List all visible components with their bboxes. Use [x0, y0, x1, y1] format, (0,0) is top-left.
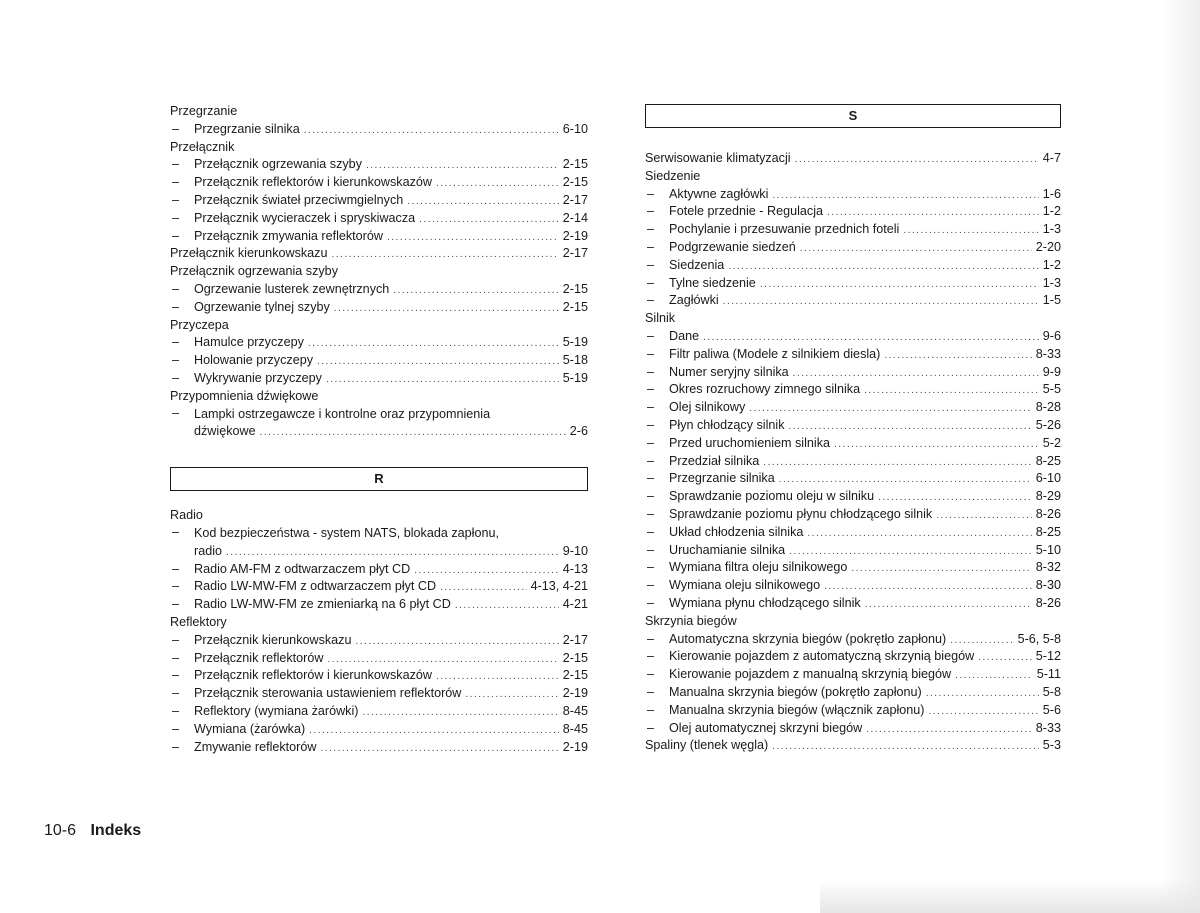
entry-page: 9-9: [1042, 364, 1061, 379]
entry-label: Przedział silnika: [669, 453, 760, 468]
entry-page: 1-6: [1042, 186, 1061, 201]
leader-dots: [978, 649, 1032, 667]
entry-dash: –: [647, 471, 655, 486]
entry-label: Radio LW-MW-FM ze zmieniarką na 6 płyt CD: [194, 597, 451, 612]
leader-dots: [878, 489, 1032, 507]
entry-label: Aktywne zagłówki: [669, 186, 769, 201]
entry-label: Spaliny (tlenek węgla): [645, 738, 769, 753]
entry-label: Płyn chłodzący silnik: [669, 417, 785, 432]
index-heading-entry: [645, 150, 1061, 168]
index-entry: [645, 453, 1061, 471]
entry-page: 6-10: [562, 121, 588, 136]
leader-dots: [779, 471, 1032, 489]
entry-dash: –: [647, 649, 655, 664]
leader-dots: [419, 211, 559, 229]
leader-dots: [304, 122, 559, 140]
entry-label: Numer seryjny silnika: [669, 364, 789, 379]
index-entry: [645, 239, 1061, 257]
entry-label: Reflektory (wymiana żarówki): [194, 703, 359, 718]
entry-label: Olej automatycznej skrzyni biegów: [669, 720, 863, 735]
entry-page: 8-28: [1035, 400, 1061, 415]
index-entry: [170, 596, 588, 614]
leader-dots: [440, 579, 526, 597]
entry-page: 5-18: [562, 353, 588, 368]
index-entry: [170, 228, 588, 246]
entry-dash: –: [647, 328, 655, 343]
index-entry: [170, 703, 588, 721]
index-entry: [645, 346, 1061, 364]
entry-dash: –: [647, 400, 655, 415]
entry-label: Radio AM-FM z odtwarzaczem płyt CD: [194, 561, 411, 576]
index-entry: [170, 667, 588, 685]
entry-page: 1-2: [1042, 257, 1061, 272]
entry-page: 8-45: [562, 703, 588, 718]
entry-page: 5-12: [1035, 649, 1061, 664]
entry-page: 8-33: [1035, 346, 1061, 361]
leader-dots: [866, 721, 1032, 739]
index-entry: [645, 648, 1061, 666]
entry-dash: –: [172, 524, 180, 539]
entry-dash: –: [647, 364, 655, 379]
index-heading: Przełącznik ogrzewania szyby: [170, 264, 338, 279]
index-heading: Silnik: [645, 311, 676, 326]
entry-dash: –: [647, 489, 655, 504]
index-entry: [170, 370, 588, 388]
index-heading-entry: [645, 737, 1061, 755]
leader-dots: [851, 560, 1031, 578]
footer-section-title: Indeks: [90, 822, 142, 839]
entry-page: 2-15: [562, 175, 588, 190]
index-entry: [645, 364, 1061, 382]
entry-page: 5-5: [1042, 382, 1061, 397]
leader-dots: [760, 276, 1039, 294]
leader-dots: [772, 738, 1039, 756]
index-entry-multiline: [170, 406, 588, 442]
section-letter-s: S: [645, 104, 1061, 128]
index-heading: Skrzynia biegów: [645, 613, 737, 628]
entry-dash: –: [647, 186, 655, 201]
leader-dots: [749, 400, 1031, 418]
entry-dash: –: [172, 650, 180, 665]
leader-dots: [455, 597, 559, 615]
index-heading: Przegrzanie: [170, 104, 238, 118]
leader-dots: [723, 293, 1039, 311]
entry-label-line1: Lampki ostrzegawcze i kontrolne oraz przypomnienia: [194, 406, 491, 421]
index-entry: [645, 559, 1061, 577]
entry-page: 2-17: [562, 246, 588, 261]
leader-dots: [393, 282, 558, 300]
leader-dots: [260, 424, 566, 442]
index-entry-multiline: [170, 525, 588, 561]
entry-page: 2-6: [569, 424, 588, 439]
index-entry: [645, 203, 1061, 221]
entry-dash: –: [647, 417, 655, 432]
entry-page: 2-19: [562, 686, 588, 701]
entry-page: 4-13: [562, 561, 588, 576]
entry-page: 4-13, 4-21: [530, 579, 588, 594]
entry-dash: –: [172, 632, 180, 647]
entry-page: 2-19: [562, 739, 588, 754]
entry-dash: –: [647, 631, 655, 646]
entry-dash: –: [172, 739, 180, 754]
entry-dash: –: [172, 353, 180, 368]
entry-page: 8-45: [562, 721, 588, 736]
entry-label: Przełącznik reflektorów i kierunkowskazów: [194, 175, 432, 190]
entry-page: 5-6: [1042, 702, 1061, 717]
entry-page: 5-6, 5-8: [1017, 631, 1061, 646]
leader-dots: [465, 686, 558, 704]
leader-dots: [355, 633, 558, 651]
entry-label: Kierowanie pojazdem z automatyczną skrzynią biegów: [669, 649, 975, 664]
entry-page: 5-8: [1042, 684, 1061, 699]
index-entry: [170, 210, 588, 228]
entry-dash: –: [172, 561, 180, 576]
entry-label: Holowanie przyczepy: [194, 353, 313, 368]
entry-dash: –: [172, 210, 180, 225]
entry-page: 8-26: [1035, 595, 1061, 610]
index-entry: [645, 435, 1061, 453]
index-entry: [645, 720, 1061, 738]
index-entry: [170, 721, 588, 739]
leader-dots: [728, 258, 1038, 276]
leader-dots: [334, 300, 559, 318]
entry-page: 2-20: [1035, 239, 1061, 254]
entry-dash: –: [172, 121, 180, 136]
leader-dots: [308, 335, 559, 353]
entry-label: Przełącznik kierunkowskazu: [194, 632, 352, 647]
entry-label: Przełącznik świateł przeciwmgielnych: [194, 192, 404, 207]
entry-label: Sprawdzanie poziomu oleju w silniku: [669, 489, 875, 504]
leader-dots: [362, 704, 558, 722]
entry-page: 2-15: [562, 157, 588, 172]
index-entry: [170, 352, 588, 370]
entry-dash: –: [647, 453, 655, 468]
footer-page-number: 10-6: [44, 822, 77, 839]
leader-dots: [936, 507, 1032, 525]
page-edge-shadow: [1160, 0, 1200, 913]
entry-page: 6-10: [1035, 471, 1061, 486]
index-entry: [170, 334, 588, 352]
entry-label: Olej silnikowy: [669, 400, 746, 415]
entry-label: Uruchamianie silnika: [669, 542, 786, 557]
leader-dots: [929, 703, 1039, 721]
index-entry: [645, 221, 1061, 239]
entry-page: 1-3: [1042, 275, 1061, 290]
leader-dots: [331, 246, 558, 264]
entry-dash: –: [647, 293, 655, 308]
leader-dots: [789, 418, 1032, 436]
leader-dots: [436, 175, 559, 193]
entry-label: Podgrzewanie siedzeń: [669, 239, 796, 254]
leader-dots: [387, 229, 559, 247]
index-heading: Reflektory: [170, 614, 227, 629]
entry-label: Wymiana filtra oleju silnikowego: [669, 560, 848, 575]
leader-dots: [807, 525, 1031, 543]
entry-dash: –: [172, 335, 180, 350]
leader-dots: [317, 353, 559, 371]
entry-dash: –: [172, 721, 180, 736]
index-entry: [170, 121, 588, 139]
entry-page: 5-3: [1042, 738, 1061, 753]
entry-page: 8-32: [1035, 560, 1061, 575]
leader-dots: [824, 578, 1032, 596]
entry-dash: –: [647, 239, 655, 254]
entry-page: 4-21: [562, 597, 588, 612]
entry-label: Przełącznik wycieraczek i spryskiwacza: [194, 210, 416, 225]
entry-page: 2-17: [562, 192, 588, 207]
entry-label-line2: [194, 423, 588, 441]
leader-dots: [800, 240, 1032, 258]
leader-dots: [414, 562, 559, 580]
entry-page: 2-15: [562, 299, 588, 314]
leader-dots: [326, 371, 559, 389]
index-entry: [645, 577, 1061, 595]
leader-dots: [884, 347, 1031, 365]
entry-label: Siedzenia: [669, 257, 725, 272]
entry-label: Dane: [669, 328, 700, 343]
entry-page: 2-15: [562, 650, 588, 665]
entry-page: 8-26: [1035, 506, 1061, 521]
index-entry: [170, 650, 588, 668]
index-column-left: [170, 103, 588, 756]
index-entry: [645, 381, 1061, 399]
entry-label: Hamulce przyczepy: [194, 335, 304, 350]
index-entry: [170, 561, 588, 579]
index-entry: [645, 524, 1061, 542]
entry-label: Zmywanie reflektorów: [194, 739, 317, 754]
entry-dash: –: [172, 597, 180, 612]
index-entry: [170, 578, 588, 596]
index-entry: [645, 470, 1061, 488]
entry-label: Automatyczna skrzynia biegów (pokrętło zapłonu): [669, 631, 947, 646]
index-heading: Przełącznik: [170, 139, 235, 154]
leader-dots: [226, 544, 559, 562]
leader-dots: [703, 329, 1039, 347]
entry-page: 9-10: [562, 543, 588, 558]
leader-dots: [795, 151, 1039, 169]
index-entry: [170, 174, 588, 192]
entry-label: Radio LW-MW-FM z odtwarzaczem płyt CD: [194, 579, 437, 594]
entry-dash: –: [647, 542, 655, 557]
index-column-right: [645, 104, 1061, 755]
index-heading: Siedzenie: [645, 168, 701, 183]
index-entry: [170, 632, 588, 650]
entry-label: Okres rozruchowy zimnego silnika: [669, 382, 861, 397]
index-entry: [170, 281, 588, 299]
entry-dash: –: [647, 204, 655, 219]
entry-dash: –: [647, 382, 655, 397]
entry-dash: –: [647, 684, 655, 699]
index-entry: [170, 739, 588, 757]
leader-dots: [366, 157, 559, 175]
entry-label: Tylne siedzenie: [669, 275, 756, 290]
index-entry: [645, 275, 1061, 293]
entry-dash: –: [172, 668, 180, 683]
entry-page: 8-33: [1035, 720, 1061, 735]
entry-dash: –: [172, 579, 180, 594]
entry-label: Fotele przednie - Regulacja: [669, 204, 824, 219]
entry-label: Przełącznik reflektorów i kierunkowskazów: [194, 668, 432, 683]
entry-label: Przełącznik reflektorów: [194, 650, 324, 665]
index-heading: Radio: [170, 508, 203, 523]
entry-page: 8-29: [1035, 489, 1061, 504]
entry-dash: –: [172, 175, 180, 190]
leader-dots: [309, 722, 559, 740]
entry-dash: –: [647, 578, 655, 593]
entry-label: Serwisowanie klimatyzacji: [645, 151, 791, 165]
entry-dash: –: [172, 281, 180, 296]
index-entry: [170, 685, 588, 703]
entry-label: Zagłówki: [669, 293, 719, 308]
index-entry: [645, 257, 1061, 275]
index-entry: [645, 666, 1061, 684]
entry-page: 2-14: [562, 210, 588, 225]
entry-label: Sprawdzanie poziomu płynu chłodzącego silnik: [669, 506, 933, 521]
entry-label: Ogrzewanie tylnej szyby: [194, 299, 330, 314]
entry-label: Wymiana (żarówka): [194, 721, 306, 736]
entry-dash: –: [172, 192, 180, 207]
index-entry: [645, 186, 1061, 204]
leader-dots: [436, 668, 559, 686]
leader-dots: [950, 632, 1013, 650]
entry-page: 5-2: [1042, 435, 1061, 450]
entry-label: Wykrywanie przyczepy: [194, 370, 322, 385]
leader-dots: [865, 596, 1032, 614]
entry-dash: –: [647, 222, 655, 237]
entry-page: 1-3: [1042, 222, 1061, 237]
leader-dots: [320, 740, 558, 758]
entry-page: 2-19: [562, 228, 588, 243]
entry-dash: –: [647, 346, 655, 361]
leader-dots: [789, 543, 1032, 561]
entry-label: Przełącznik kierunkowskazu: [170, 246, 328, 261]
index-entry: [645, 684, 1061, 702]
leader-dots: [407, 193, 559, 211]
section-letter-r: R: [170, 467, 588, 491]
entry-dash: –: [647, 595, 655, 610]
index-entry: [645, 631, 1061, 649]
entry-label: Przed uruchomieniem silnika: [669, 435, 830, 450]
entry-label: Pochylanie i przesuwanie przednich foteli: [669, 222, 900, 237]
entry-dash: –: [647, 702, 655, 717]
index-entry: [645, 328, 1061, 346]
index-entry: [645, 488, 1061, 506]
entry-label: Kierowanie pojazdem z manualną skrzynią biegów: [669, 667, 952, 682]
entry-label: Wymiana płynu chłodzącego silnik: [669, 595, 861, 610]
entry-page: 2-15: [562, 668, 588, 683]
entry-page: 5-19: [562, 335, 588, 350]
entry-label-line1: Kod bezpieczeństwa - system NATS, blokada zapłonu,: [194, 525, 499, 540]
leader-dots: [834, 436, 1039, 454]
entry-label: Manualna skrzynia biegów (włącznik zapłonu): [669, 702, 925, 717]
entry-label: Wymiana oleju silnikowego: [669, 578, 821, 593]
index-heading: Przyczepa: [170, 317, 229, 332]
index-heading: Przypomnienia dźwiękowe: [170, 388, 319, 403]
entry-label: Manualna skrzynia biegów (pokrętło zapłonu): [669, 684, 922, 699]
entry-page: 2-17: [562, 632, 588, 647]
entry-label: Przegrzanie silnika: [194, 121, 300, 136]
entry-label: Ogrzewanie lusterek zewnętrznych: [194, 281, 390, 296]
entry-dash: –: [647, 667, 655, 682]
entry-dash: –: [172, 228, 180, 243]
index-heading-entry: [170, 245, 588, 263]
entry-page: 1-2: [1042, 204, 1061, 219]
leader-dots: [864, 382, 1039, 400]
index-entry: [645, 292, 1061, 310]
entry-dash: –: [647, 506, 655, 521]
entry-label: Filtr paliwa (Modele z silnikiem diesla): [669, 346, 881, 361]
entry-dash: –: [172, 686, 180, 701]
entry-page: 8-30: [1035, 578, 1061, 593]
entry-label-line2: [194, 543, 588, 561]
leader-dots: [772, 187, 1038, 205]
entry-page: 5-10: [1035, 542, 1061, 557]
entry-page: 5-26: [1035, 417, 1061, 432]
page-bottom-shadow: [820, 879, 1200, 913]
index-entry: [170, 299, 588, 317]
leader-dots: [793, 365, 1039, 383]
index-entry: [645, 595, 1061, 613]
index-entry: [170, 192, 588, 210]
index-entry: [645, 702, 1061, 720]
entry-dash: –: [172, 157, 180, 172]
entry-page: 8-25: [1035, 524, 1061, 539]
entry-page: 4-7: [1042, 151, 1061, 165]
entry-dash: –: [647, 435, 655, 450]
leader-dots: [327, 651, 558, 669]
entry-dash: –: [647, 275, 655, 290]
entry-page: 8-25: [1035, 453, 1061, 468]
index-entry: [645, 542, 1061, 560]
leader-dots: [827, 204, 1039, 222]
index-entry: [645, 417, 1061, 435]
entry-page: 5-19: [562, 370, 588, 385]
entry-page: 5-11: [1036, 667, 1061, 682]
entry-dash: –: [172, 299, 180, 314]
entry-page: 2-15: [562, 281, 588, 296]
leader-dots: [763, 454, 1031, 472]
entry-dash: –: [647, 560, 655, 575]
entry-dash: –: [647, 257, 655, 272]
entry-label: Przełącznik ogrzewania szyby: [194, 157, 362, 172]
entry-label: Układ chłodzenia silnika: [669, 524, 804, 539]
leader-dots: [903, 222, 1038, 240]
entry-dash: –: [647, 524, 655, 539]
leader-dots: [955, 667, 1033, 685]
entry-label-cont: radio: [194, 543, 223, 558]
leader-dots: [926, 685, 1039, 703]
index-entry: [170, 156, 588, 174]
entry-label: Przełącznik sterowania ustawieniem reflektorów: [194, 686, 462, 701]
index-entry: [645, 506, 1061, 524]
entry-dash: –: [647, 720, 655, 735]
entry-dash: –: [172, 703, 180, 718]
entry-page: 1-5: [1042, 293, 1061, 308]
entry-dash: –: [172, 405, 180, 420]
entry-dash: –: [172, 370, 180, 385]
entry-label: Przełącznik zmywania reflektorów: [194, 228, 383, 243]
entry-label-cont: dźwiękowe: [194, 424, 256, 439]
entry-page: 9-6: [1042, 328, 1061, 343]
entry-label: Przegrzanie silnika: [669, 471, 775, 486]
index-entry: [645, 399, 1061, 417]
page-footer: [44, 822, 141, 840]
